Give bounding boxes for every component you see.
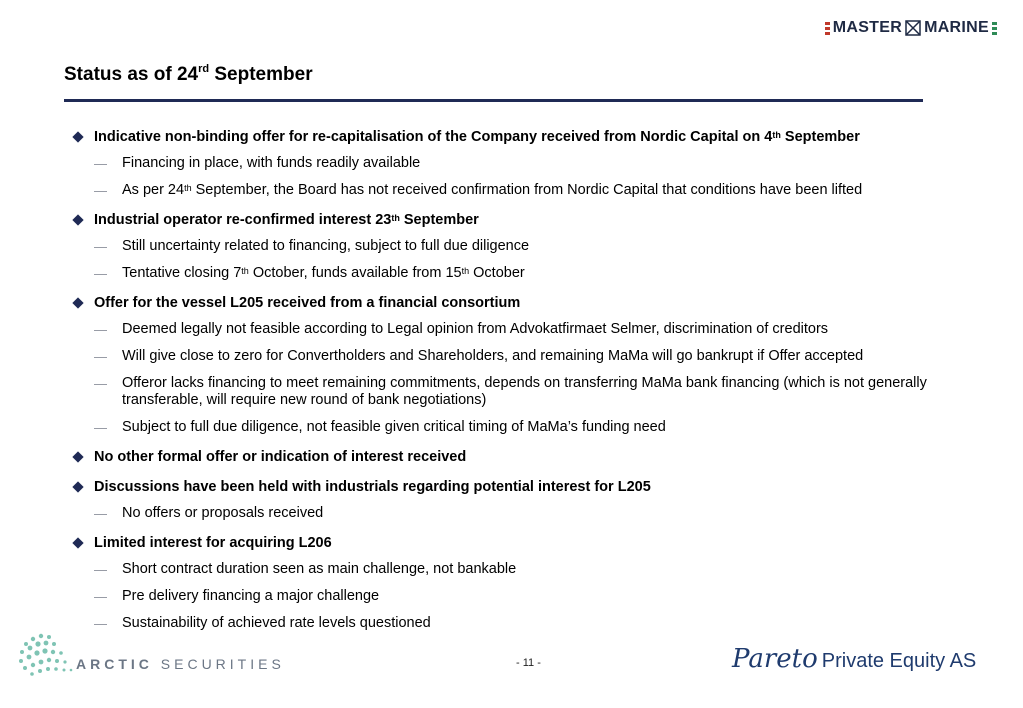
bullet-item (72, 211, 952, 229)
pareto-logo (732, 644, 976, 674)
master-marine-logo (825, 18, 997, 38)
text-fragment: Subject to full due diligence, not feasible given critical timing of MaMa’s funding need (122, 419, 666, 435)
dash-bullet-icon: — (94, 156, 107, 171)
superscript: th (391, 213, 400, 223)
diamond-bullet-icon (72, 537, 83, 548)
dash-bullet-icon: — (94, 506, 107, 521)
pareto-rest: Private Equity AS (821, 650, 977, 672)
logo-text-right: MARINE (924, 19, 989, 36)
bullet-item (72, 478, 952, 496)
text-fragment: As per 24 (122, 182, 185, 198)
sub-bullet-item (72, 155, 952, 172)
dash-bullet-icon: — (94, 322, 107, 337)
diamond-bullet-icon (72, 214, 83, 225)
superscript: th (461, 266, 470, 276)
text-fragment: Short contract duration seen as main challenge, not bankable (122, 561, 517, 577)
sub-bullet-item (72, 238, 952, 255)
text-fragment: No offers or proposals received (122, 505, 324, 521)
page-title (64, 64, 313, 86)
text-fragment: Pre delivery financing a major challenge (122, 588, 380, 604)
bullet-item (72, 534, 952, 552)
sub-bullet-item (72, 561, 952, 578)
sub-bullet-item (72, 321, 952, 338)
dash-bullet-icon: — (94, 420, 107, 435)
text-fragment: September, the Board has not received confirmation from Nordic Capital that conditions have been lifted (191, 182, 863, 198)
text-fragment: September (780, 129, 860, 145)
knot-icon (905, 20, 921, 36)
superscript: th (241, 266, 249, 276)
text-fragment: Industrial operator re-confirmed interest 23 (94, 212, 392, 228)
dash-bullet-icon: — (94, 266, 107, 281)
sub-bullet-item (72, 265, 952, 282)
text-fragment: October, funds available from 15 (248, 265, 462, 281)
text-fragment: Deemed legally not feasible according to Legal opinion from Advokatfirmaet Selmer, discrimination of creditors (122, 321, 829, 337)
sub-bullet-item (72, 588, 952, 605)
sub-bullet-item (72, 505, 952, 522)
title-underline (64, 99, 923, 102)
text-fragment: Indicative non-binding offer for re-capitalisation of the Company received from Nordic Capital on 4 (94, 129, 773, 145)
text-fragment: Offer for the vessel L205 received from a financial consortium (94, 295, 521, 311)
diamond-bullet-icon (72, 131, 83, 142)
dash-bullet-icon: — (94, 616, 107, 631)
dash-bullet-icon: — (94, 562, 107, 577)
dash-bullet-icon: — (94, 183, 107, 198)
superscript: th (772, 130, 781, 140)
superscript: th (184, 183, 192, 193)
arctic-securities-logo (76, 656, 285, 672)
dash-bullet-icon: — (94, 239, 107, 254)
dash-bullet-icon: — (94, 376, 107, 391)
text-fragment: Sustainability of achieved rate levels questioned (122, 615, 431, 631)
sub-bullet-item (72, 348, 952, 365)
text-fragment: Tentative closing 7 (122, 265, 242, 281)
diamond-bullet-icon (72, 481, 83, 492)
dash-bullet-icon: — (94, 589, 107, 604)
bullet-item (72, 294, 952, 312)
diamond-bullet-icon (72, 297, 83, 308)
text-fragment: Financing in place, with funds readily available (122, 155, 421, 171)
sub-bullet-item (72, 182, 952, 199)
text-fragment: Will give close to zero for Convertholders and Shareholders, and remaining MaMa will go bankrupt if Offer accepted (122, 348, 864, 364)
arctic-rest-text: SECURITIES (160, 656, 285, 672)
logo-text-left: MASTER (832, 19, 903, 36)
page-number: - 11 - (516, 657, 541, 669)
arctic-bold-text: ARCTIC (76, 656, 153, 672)
title-superscript: rd (198, 63, 210, 75)
text-fragment: Limited interest for acquiring L206 (94, 535, 332, 551)
text-fragment: Still uncertainty related to financing, subject to full due diligence (122, 238, 530, 254)
diamond-bullet-icon (72, 451, 83, 462)
sub-bullet-item (72, 375, 932, 409)
logo-green-bars-icon (992, 22, 997, 35)
dash-bullet-icon: — (94, 349, 107, 364)
title-text: Status as of 24 (64, 64, 199, 85)
title-text-end: September (209, 64, 313, 85)
text-fragment: Discussions have been held with industrials regarding potential interest for L205 (94, 479, 651, 495)
text-fragment: No other formal offer or indication of interest received (94, 449, 467, 465)
bullet-item (72, 448, 952, 466)
pareto-name: Pareto (732, 644, 818, 674)
sub-bullet-item (72, 419, 952, 436)
text-fragment: October (469, 265, 525, 281)
sub-bullet-item (72, 615, 952, 632)
bullet-item (72, 128, 952, 146)
bullet-list (72, 128, 952, 632)
text-fragment: September (399, 212, 479, 228)
text-fragment: Offeror lacks financing to meet remaining commitments, depends on transferring MaMa bank financing (which is not generally transferable, will require new round of bank negotiations) (122, 375, 927, 408)
logo-red-bars-icon (825, 22, 830, 35)
